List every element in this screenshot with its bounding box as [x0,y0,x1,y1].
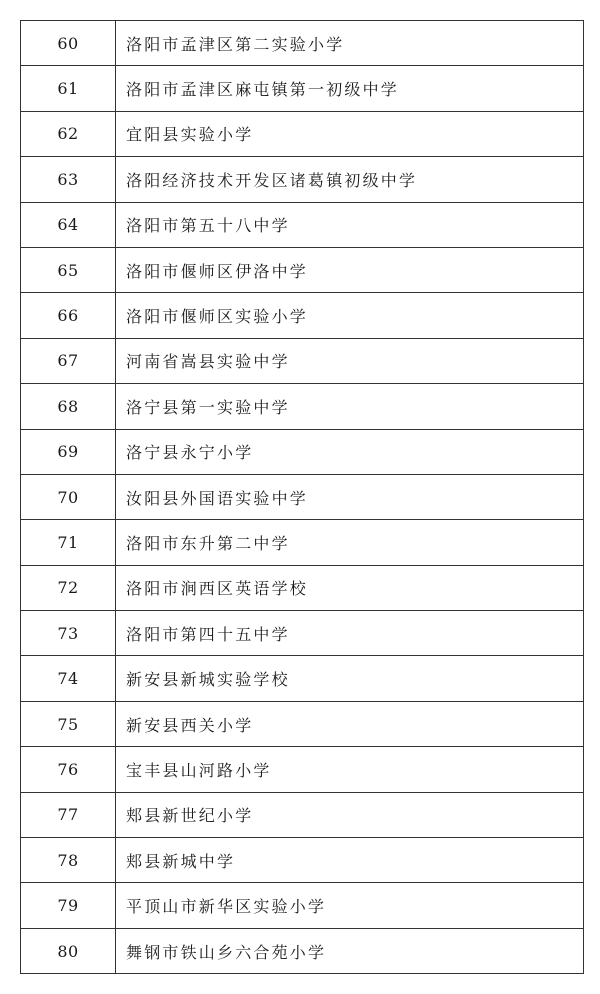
table-row [21,883,584,928]
row-number: 72 [21,565,116,610]
school-name: 洛宁县永宁小学 [116,429,584,474]
row-number: 78 [21,838,116,883]
table-row [21,792,584,837]
row-number: 79 [21,883,116,928]
row-number: 61 [21,66,116,111]
school-name: 宜阳县实验小学 [116,111,584,156]
table-row [21,520,584,565]
table-row [21,611,584,656]
school-name: 郏县新世纪小学 [116,792,584,837]
row-number: 77 [21,792,116,837]
row-number: 80 [21,928,116,973]
table-body [21,21,584,974]
school-name: 舞钢市铁山乡六合苑小学 [116,928,584,973]
table-row [21,111,584,156]
table-row [21,928,584,973]
school-name: 平顶山市新华区实验小学 [116,883,584,928]
row-number: 67 [21,338,116,383]
school-name: 洛阳市第五十八中学 [116,202,584,247]
row-number: 65 [21,247,116,292]
table-row [21,701,584,746]
table-row [21,474,584,519]
school-name: 郏县新城中学 [116,838,584,883]
table-row [21,656,584,701]
school-name: 洛阳市涧西区英语学校 [116,565,584,610]
school-name: 洛阳市东升第二中学 [116,520,584,565]
row-number: 66 [21,293,116,338]
school-name: 新安县新城实验学校 [116,656,584,701]
table-row [21,565,584,610]
table-row [21,429,584,474]
row-number: 76 [21,747,116,792]
school-name: 河南省嵩县实验中学 [116,338,584,383]
row-number: 62 [21,111,116,156]
table-row [21,247,584,292]
school-name: 洛阳市孟津区麻屯镇第一初级中学 [116,66,584,111]
school-name: 汝阳县外国语实验中学 [116,474,584,519]
table-row [21,21,584,66]
school-name: 洛宁县第一实验中学 [116,384,584,429]
table-row [21,384,584,429]
table-row [21,157,584,202]
row-number: 68 [21,384,116,429]
school-name: 洛阳市偃师区实验小学 [116,293,584,338]
table-row [21,66,584,111]
school-name: 洛阳市孟津区第二实验小学 [116,21,584,66]
row-number: 73 [21,611,116,656]
row-number: 60 [21,21,116,66]
row-number: 69 [21,429,116,474]
table-row [21,202,584,247]
table-row [21,747,584,792]
row-number: 64 [21,202,116,247]
school-name: 洛阳市偃师区伊洛中学 [116,247,584,292]
school-list-table [20,20,584,974]
school-name: 洛阳市第四十五中学 [116,611,584,656]
table-row [21,838,584,883]
row-number: 71 [21,520,116,565]
row-number: 75 [21,701,116,746]
school-name: 洛阳经济技术开发区诸葛镇初级中学 [116,157,584,202]
table-row [21,338,584,383]
row-number: 70 [21,474,116,519]
table-row [21,293,584,338]
school-name: 宝丰县山河路小学 [116,747,584,792]
row-number: 63 [21,157,116,202]
row-number: 74 [21,656,116,701]
school-name: 新安县西关小学 [116,701,584,746]
